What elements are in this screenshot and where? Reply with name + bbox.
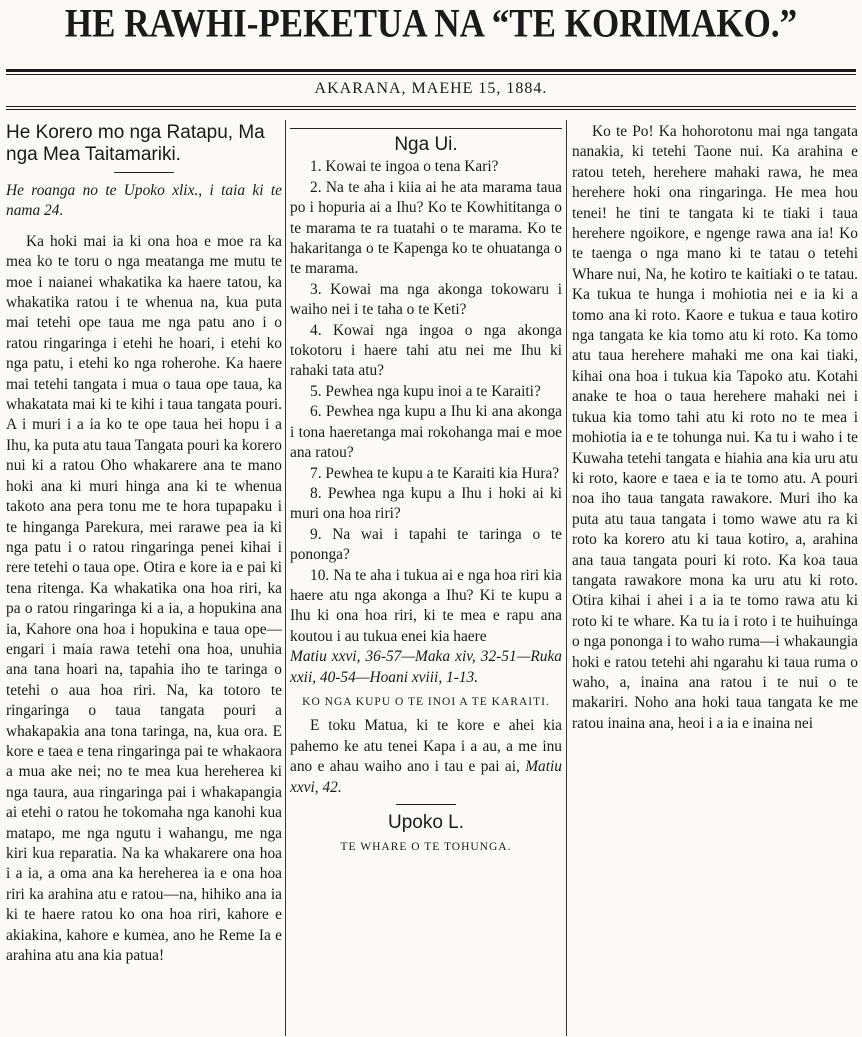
masthead-rule-thin [6,74,856,75]
question-item: 7. Pewhea te kupu a te Karaiti kia Hura? [310,464,560,482]
question-item: 5. Pewhea nga kupu inoi a te Karaiti? [310,382,541,400]
question-item: 1. Kowai te ingoa o tena Kari? [310,158,499,176]
inoi-reference: Matiu xxvi, 42. [290,758,562,796]
section-rule [290,128,562,129]
inoi-body [290,716,562,798]
column-divider [566,120,567,1036]
question-item: 2. Na te aha i kiia ai he ata marama taua po i hopuria ai a Ihu? Ko te Kowhititanga o te marama te ra tuatahi o te marama. Ko te hakaritanga o te Kapenga ko te ohuatanga o te marama. [290,178,562,278]
question-item: 3. Kowai ma nga akonga tokowaru i waiho nei i te taha o te Keti? [290,280,562,319]
inoi-title: KO NGA KUPU O TE INOI A TE KARAITI. [302,695,550,708]
article-title: He Korero mo nga Ratapu, Ma nga Mea Taitamariki. [6,122,265,165]
nga-ui-title: Nga Ui. [394,134,458,155]
masthead-title: HE RAWHI-PEKETUA NA “TE KORIMAKO.” [64,1,798,46]
dateline-rule [6,106,856,107]
upoko-body: Ko te Po! Ka hohorotonu mai nga tangata nanakia, ki tetehi Taone nui. Ka arahina e ratou teteh, herehere mahaki rawa, he mea herehere hoki ona ringaringa. He mea hou tenei! he tini te tangata ki te tiaki i taua herehere ngoikore, e ngenge rawa ana ia! Ko te taenga o nga mano ki te tatau o tetehi Whare nui, Na, he kotiro te kaitiaki o te tatau. Ka tukua te hunga i mohiotia nei e ia ki a tomo ana ki roto. Kaore e tukua e taua kotiro nga tangata ke kia tomo atu ki roto. Ka tomo atu taua herehere mahaki me ona kai tiaki, kihai ona hoa i tukua kia Tapoko atu. Kotahi anake te hoa o taua herehere mahaki nei i tukua kia tomo tahi atu ki roto no te mea i mohiotia ia e te tohunga nui. Ka tu i waho i te Kuwaha tetehi tangata e hiahia ana kia uru atu ki roto, kaore e taea e ia te tomo atu. A pouri noa iho taua tangata rawakore. Muri iho ka puta atu taua tangata i tomo wawe atu ra ki roto ka korero atu ki taua kotiro, a, arahina ana taua tangata pouri ki roto. Ka koa taua tangata rawakore mona ka uru atu ki roto. Otira kihai i ahei i a ia te tomo rawa atu ki roto ki te whare. Ka tu ia i roto i te huihuinga o nga pononga i to waho ruma—i whakaungia hoki e ratou tetehi ahi ngarahu ki taua ruma o waho, a, inaina ana ratou i te nui o te makariri. Noho ana hoki taua tangata ke me ratou inaina ana, heoi i a ia e inaina nei [572,123,858,732]
inoi-text: E toku Matua, ki te kore e ahei kia pahemo ke atu tenei Kapa i a au, a me inu ano e ahau waiho ano i tau e pai ai, [290,717,562,776]
upoko-subtitle: TE WHARE O TE TOHUNGA. [340,841,512,854]
question-item: 6. Pewhea nga kupu a Ihu ki ana akonga i tona haeretanga mai rokohanga mai e moe ana ratou? [290,403,562,462]
column-3 [572,122,858,1032]
column-1 [6,122,282,1032]
question-item: 8. Pewhea nga kupu a Ihu i hoki ai ki muri ona hoa riri? [290,484,562,523]
question-item: 9. Na wai i tapahi te taringa o te pononga? [290,525,562,564]
scripture-references: Matiu xxvi, 36-57—Maka xiv, 32-51—Ruka xxii, 40-54—Hoani xviii, 1-13. [290,648,562,686]
column-divider [285,120,286,1036]
article-subtitle: He roanga no te Upoko xlix., i taia ki te nama 24. [6,182,282,220]
dateline: AKARANA, MAEHE 15, 1884. [314,80,548,97]
question-item: 4. Kowai nga ingoa o nga akonga tokotoru i haere tahi atu nei me Ihu ki rahaki tata atu? [290,321,562,380]
section-rule [396,804,456,805]
upoko-title: Upoko L. [387,812,465,833]
title-rule [114,172,174,173]
nga-ui-questions [290,157,562,688]
column-2 [290,122,562,1032]
article-body: Ka hoki mai ia ki ona hoa e moe ra ka mea ko te toru o nga meatanga me mutu te moe i naianei whakatika ka haere tatou, ka whakatika ratou i te whenua na, kua puta mai tetehi ope taua me nga patu ano i o ratou ringaringa i etehi he hoari, i etehi ko nga patu, i etehi ko nga roherohe. Ka haere mai tetehi tangata i mua o taua ope taua, ka whakatata mai ki te kihi i taua tangata pouri. A i muri i a ia ko te ope taua hei hopu i a Ihu, ka puta atu taua Tangata pouri ka korero nui ki a ratou Oho whakarere ana te mano hoki ana ki muri hinga ana ki te whenua takoto ana pera tonu me te hora tupapaku i te hinganga Parekura, mei rarawe pea ia ki nga patu i o ratou ringaringa penei kihai i rere tetehi o taua ope. Otira e kore ia e pai ki tena ritenga. Ka whakatika ona hoa riri, ka pa o ratou ringaringa ki a ia, a hopukina ana ia, Kahore ona hoa i hopukina e taua ope—engari i maia rawa tetehi ona hoa, unuhia ana tana hoari na, tapahia iho te taringa o tetehi o aua hoa riri. Na, ka totoro te ringaringa o taua tangata pouri a whakapakia ana tona taringa, na, kua ora. E kore e taea e tena ringaringa pai te whakaora a mua ake nei; no te mea kua hereherea ki nga taura, aua ringaringa pai i whakapangia ai etehi o ratou he tokomaha nga kanohi kua matapo, me nga ngutu i wahangu, me nga kiri kua reparatia. Na ka whakarere ona hoa i a ia, a oma ana ka hereherea ia e ona hoa riri ka arahina atu e ratou—na, hihiko ana ia ki te haere ratou ko ona hoa riri, kahore e akiakina, kahore e kumea, ano he Reme Ia e arahina atu ana kia patua! [6,232,282,965]
masthead-rule-thick [6,69,856,72]
dateline-rule-2 [6,109,856,110]
question-item: 10. Na te aha i tukua ai e nga hoa riri kia haere atu nga akonga a Ihu? Ki te kupu a Ihu ki ona hoa riri, ki te mea e rapu ana koutou i au tukua enei kia haere [290,566,562,645]
